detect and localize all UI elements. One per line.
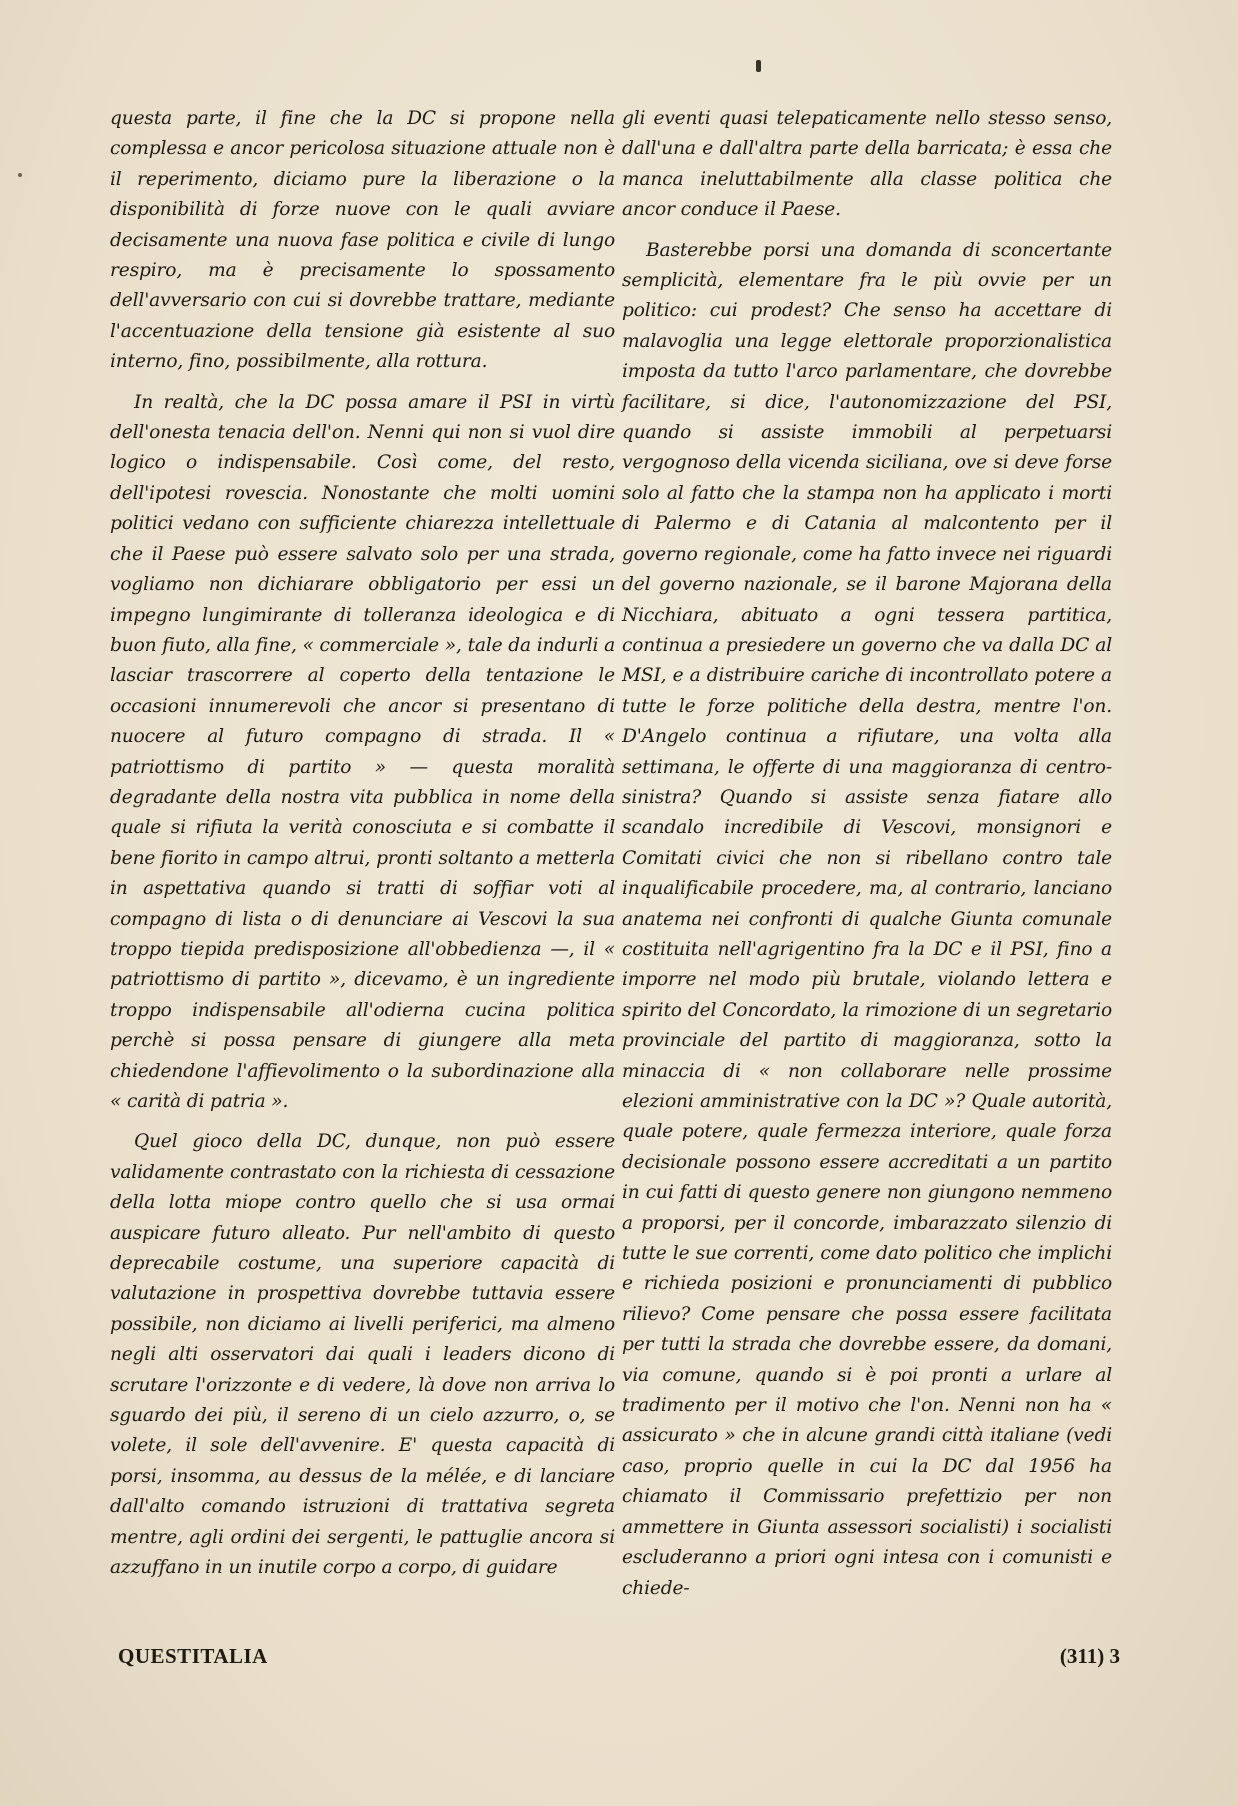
ink-dot [18,173,22,177]
right-column [622,104,1112,1604]
page-number: (311) 3 [1059,1644,1120,1668]
ink-mark [756,60,761,72]
paragraph: Basterebbe porsi una domanda di sconcertante semplicità, elementare fra le più ovvie per un politico: cui prodest? Che senso ha accettare di malavoglia una legge elettorale proporzionalistica imposta da tutto l'arco parlamentare, che dovrebbe facilitare, si dice, l'autonomizzazione del PSI, quando si assiste immobili al perpetuarsi vergognoso della vicenda siciliana, ove si deve forse solo al fatto che la stampa non ha applicato i morti di Palermo e di Catania al malcontento per il governo regionale, come ha fatto invece nei riguardi del governo nazionale, se il barone Majorana della Nicchiara, abituato a ogni tessera partitica, continua a presiedere un governo che va dalla DC al MSI, e a distribuire cariche di incontrollato potere a tutte le forze politiche della destra, mentre l'on. D'Angelo continua a rifiutare, una volta alla settimana, le offerte di una maggioranza di centro-sinistra? Quando si assiste senza fiatare allo scandalo incredibile di Vescovi, monsignori e Comitati civici che non si ribellano contro tale inqualificabile procedere, ma, al contrario, lanciano anatema nei confronti di qualche Giunta comunale costituita nell'agrigentino fra la DC e il PSI, fino a imporre nel modo più brutale, violando lettera e spirito del Concordato, la rimozione di un segretario provinciale del partito di maggioranza, sotto la minaccia di « non collaborare nelle prossime elezioni amministrative con la DC »? Quale autorità, quale potere, quale fermezza interiore, quale forza decisionale possono essere accreditati a un partito in cui fatti di questo genere non giungono nemmeno a proporsi, per il concorde, imbarazzato silenzio di tutte le sue correnti, come dato politico che implichi e richieda posizioni e pronunciamenti di pubblico rilievo? Come pensare che possa essere facilitata per tutti la strada che dovrebbe essere, da domani, via comune, quando si è poi pronti a urlare al tradimento per il motivo che l'on. Nenni non ha « assicurato » che in alcune grandi città italiane (vedi caso, proprio quelle in cui la DC dal 1956 ha chiamato il Commissario prefettizio per non ammettere in Giunta assessori socialisti) i socialisti escluderanno a priori ogni intesa con i comunisti e chiede- [622,239,1112,1599]
paragraph: Quel gioco della DC, dunque, non può essere validamente contrastato con la richiesta di cessazione della lotta miope contro quello che si usa ormai auspicare futuro alleato. Pur nell'ambito di questo deprecabile costume, una superiore capacità di valutazione in prospettiva dovrebbe tuttavia essere possibile, non diciamo ai livelli periferici, ma almeno negli alti osservatori dai quali i leaders dicono di scrutare l'orizzonte e di vedere, là dove non arriva lo sguardo dei più, il sereno di un cielo azzurro, o, se volete, il sole dell'avvenire. E' questa capacità di porsi, insomma, au dessus de la mélée, e di lanciare dall'alto comando istruzioni di trattativa segreta mentre, agli ordini dei sergenti, le pattuglie ancora si azzuffano in un inutile corpo a corpo, di guidare [110,1131,615,1579]
paragraph: In realtà, che la DC possa amare il PSI in virtù dell'onesta tenacia dell'on. Nenni qui non si vuol dire logico o indispensabile. Così come, del resto, dell'ipotesi rovescia. Nonostante che molti uomini politici vedano con sufficiente chiarezza intellettuale che il Paese può essere salvato solo per una strada, vogliamo non dichiarare obbligatorio per essi un impegno lungimirante di tolleranza ideologica e di buon fiuto, alla fine, « commerciale », tale da indurli a lasciar trascorrere al coperto della tentazione le occasioni innumerevoli che ancor si presentano di nuocere al futuro compagno di strada. Il « patriottismo di partito » — questa moralità degradante della nostra vita pubblica in nome della quale si rifiuta la verità conosciuta e si combatte il bene fiorito in campo altrui, pronti soltanto a metterla in aspettativa quando si tratti di soffiar voti al compagno di lista o di denunciare ai Vescovi la sua troppo tiepida predisposizione all'obbedienza —, il « patriottismo di partito », dicevamo, è un ingrediente troppo indispensabile all'odierna cucina politica perchè si possa pensare di giungere alla meta chiedendone l'affievolimento o la subordinazione alla « carità di patria ». [110,391,615,1112]
magazine-title: QUESTITALIA [118,1644,268,1668]
paragraph: questa parte, il fine che la DC si propone nella complessa e ancor pericolosa situazione attuale non è il reperimento, diciamo pure la liberazione o la disponibilità di forze nuove con le quali avviare decisamente una nuova fase politica e civile di lungo respiro, ma è precisamente lo spossamento dell'avversario con cui si dovrebbe trattare, mediante l'accentuazione della tensione già esistente al suo interno, fino, possibilmente, alla rottura. [110,108,615,373]
paragraph: gli eventi quasi telepaticamente nello stesso senso, dall'una e dall'altra parte della barricata; è essa che manca ineluttabilmente alla classe politica che ancor conduce il Paese. [622,108,1112,221]
left-column [110,104,615,1584]
